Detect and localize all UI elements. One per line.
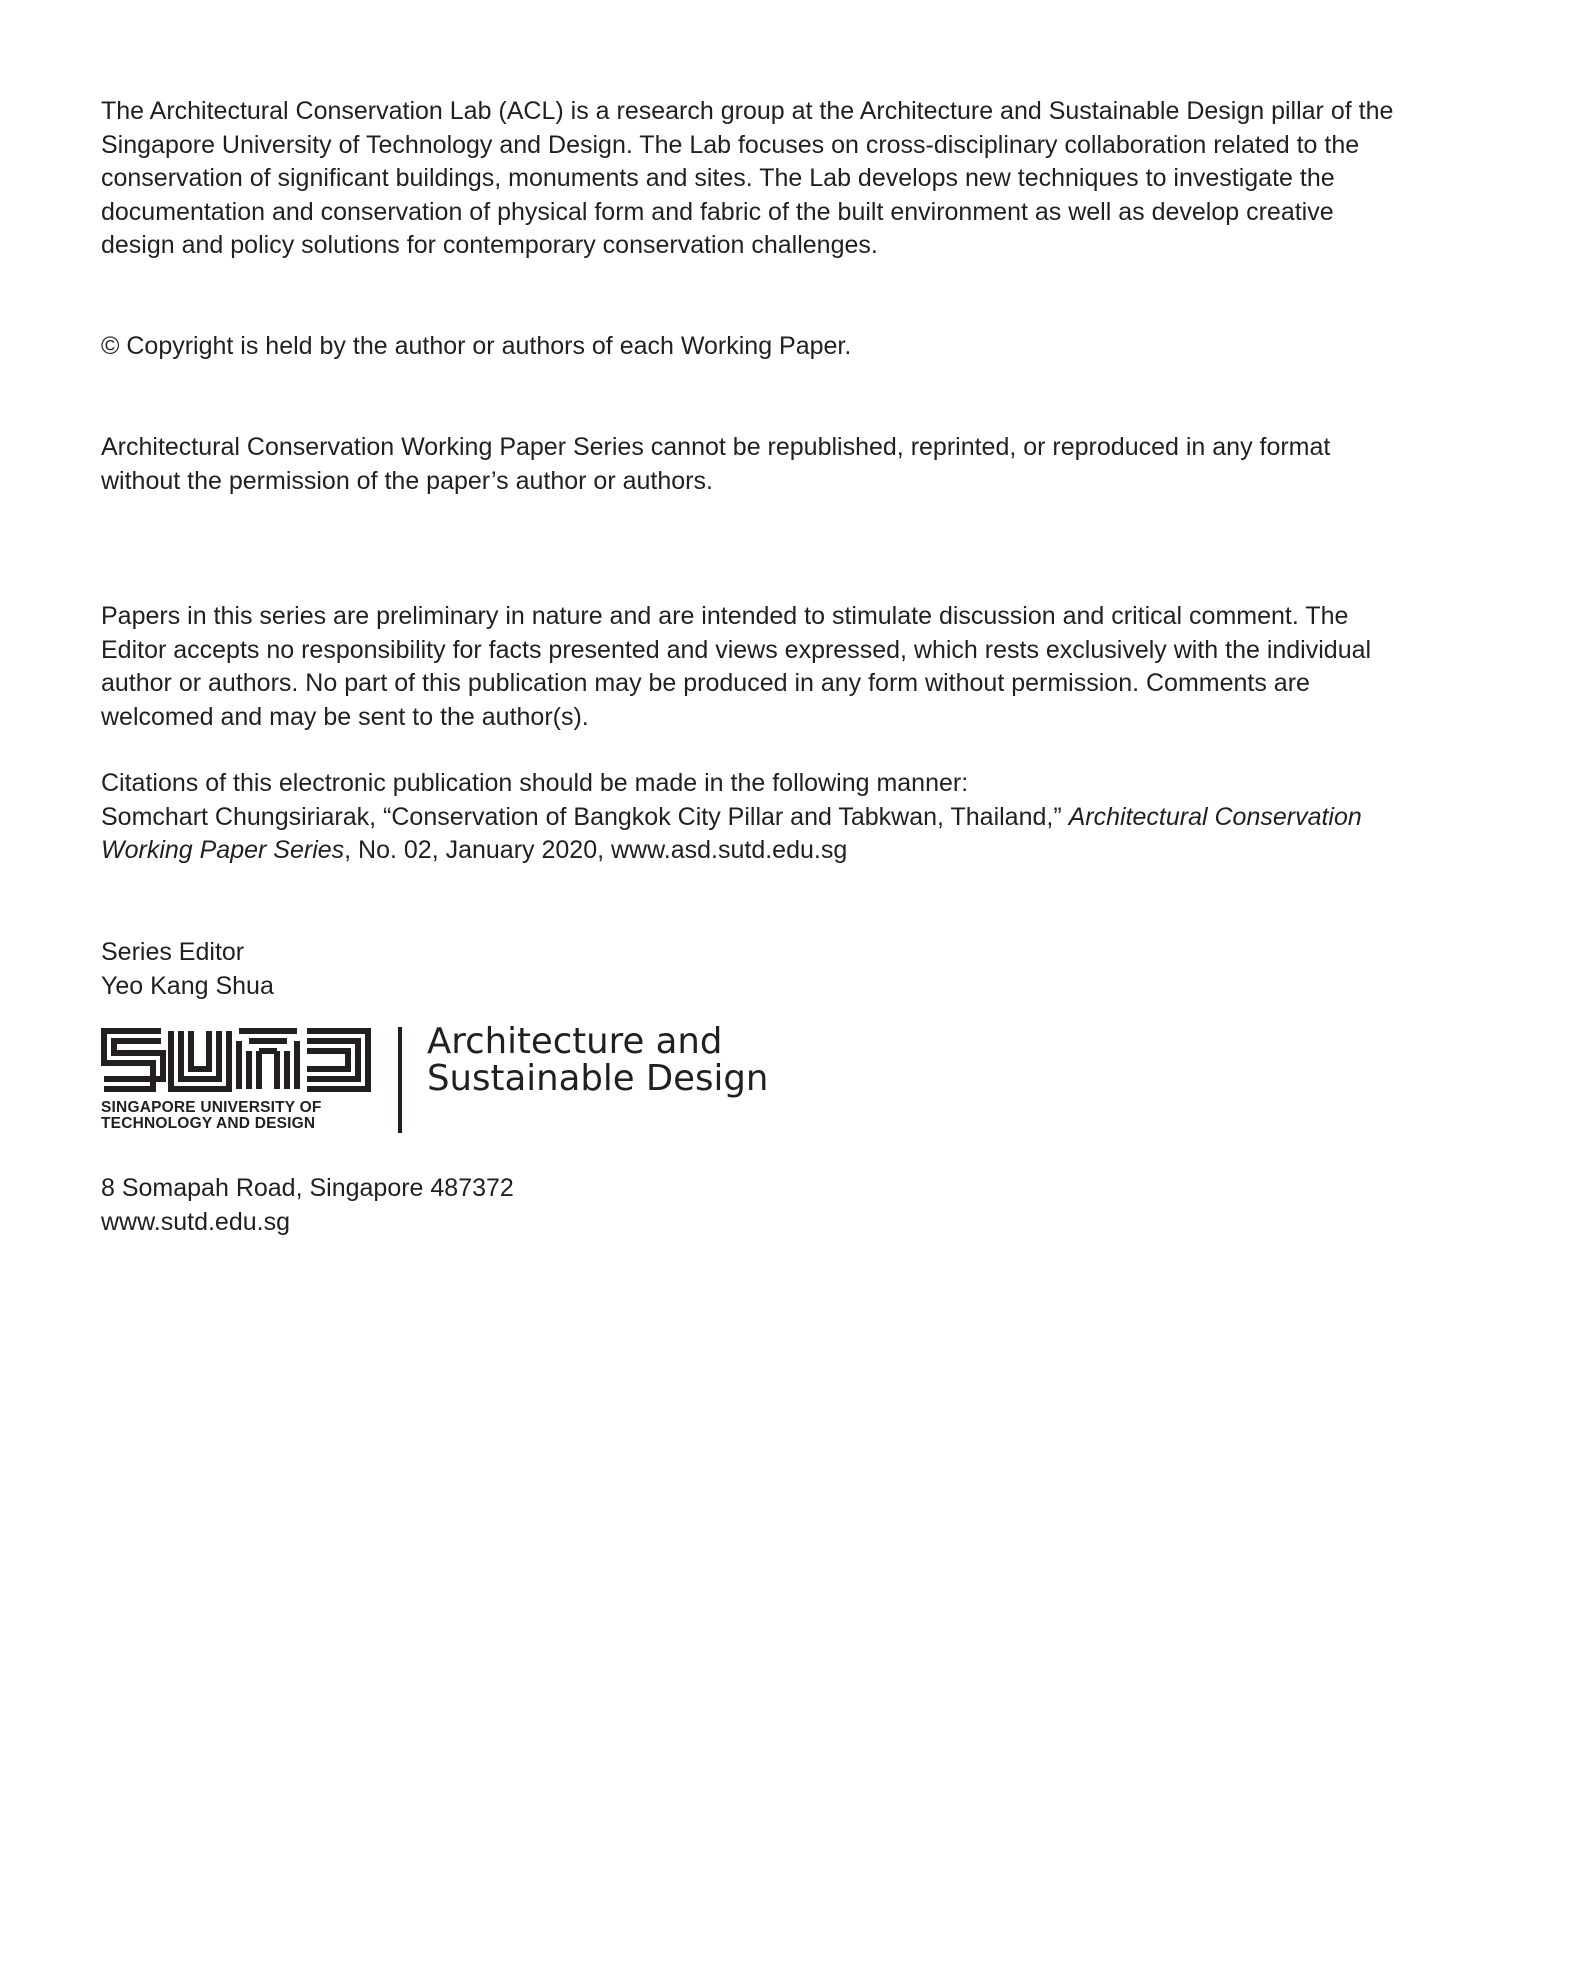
website-link[interactable]: www.sutd.edu.sg [101, 1207, 290, 1236]
sutd-asd-logo [101, 1021, 821, 1135]
citation-intro: Citations of this electronic publication should be made in the following manner: [101, 769, 969, 797]
street-address: 8 Somapah Road, Singapore 487372 [101, 1174, 514, 1202]
republish-notice [101, 431, 1501, 498]
university-name-line-1: SINGAPORE UNIVERSITY OF [101, 1099, 322, 1116]
series-editor-label: Series Editor [101, 938, 245, 966]
citation-line-2 [101, 834, 1501, 868]
preliminary-line: Papers in this series are preliminary in nature and are intended to stimulate discussion and critical comment. The [101, 602, 1349, 630]
citation-block [101, 767, 1501, 868]
about-paragraph [101, 95, 1501, 263]
university-name-line-2: TECHNOLOGY AND DESIGN [101, 1115, 316, 1132]
about-line: Singapore University of Technology and Design. The Lab focuses on cross-disciplinary collaboration related to the [101, 130, 1360, 159]
contact-address [101, 1172, 1501, 1239]
about-line: design and policy solutions for contemporary conservation challenges. [101, 231, 878, 259]
republish-line: without the permission of the paper’s author or authors. [101, 466, 713, 495]
pillar-name [427, 1023, 768, 1097]
university-name [101, 1100, 322, 1132]
preliminary-notice [101, 600, 1501, 734]
copyright-notice [101, 330, 1501, 364]
preliminary-line: welcomed and may be sent to the author(s). [101, 702, 589, 731]
pillar-name-line-1: Architecture and [427, 1021, 723, 1062]
citation-series-title-part2: Working Paper Series [101, 836, 345, 864]
about-line: conservation of significant buildings, monuments and sites. The Lab develops new techniques to investigate the [101, 164, 1335, 192]
copyright-line: © Copyright is held by the author or authors of each Working Paper. [101, 332, 852, 360]
series-editor-name: Yeo Kang Shua [101, 971, 274, 1000]
sutd-logo-mark-icon [101, 1028, 371, 1092]
citation-line-1 [101, 801, 1501, 835]
series-editor [101, 936, 1501, 1003]
citation-author-title: Somchart Chungsiriarak, “Conservation of Bangkok City Pillar and Tabkwan, Thailand,” [101, 802, 1069, 831]
pillar-name-line-2: Sustainable Design [427, 1058, 769, 1099]
about-line: documentation and conservation of physical form and fabric of the built environment as well as develop creative [101, 197, 1334, 226]
logo-divider [398, 1027, 402, 1133]
citation-series-title-part1: Architectural Conservation [1068, 802, 1362, 831]
preliminary-line: Editor accepts no responsibility for facts presented and views expressed, which rests exclusively with the individual [101, 635, 1372, 664]
preliminary-line: author or authors. No part of this publication may be produced in any form without permission. Comments are [101, 669, 1310, 697]
about-line: The Architectural Conservation Lab (ACL) is a research group at the Architecture and Sustainable Design pillar of the [101, 97, 1394, 125]
republish-line: Architectural Conservation Working Paper Series cannot be republished, reprinted, or reproduced in any format [101, 433, 1331, 461]
citation-details: , No. 02, January 2020, www.asd.sutd.edu.sg [344, 836, 848, 864]
